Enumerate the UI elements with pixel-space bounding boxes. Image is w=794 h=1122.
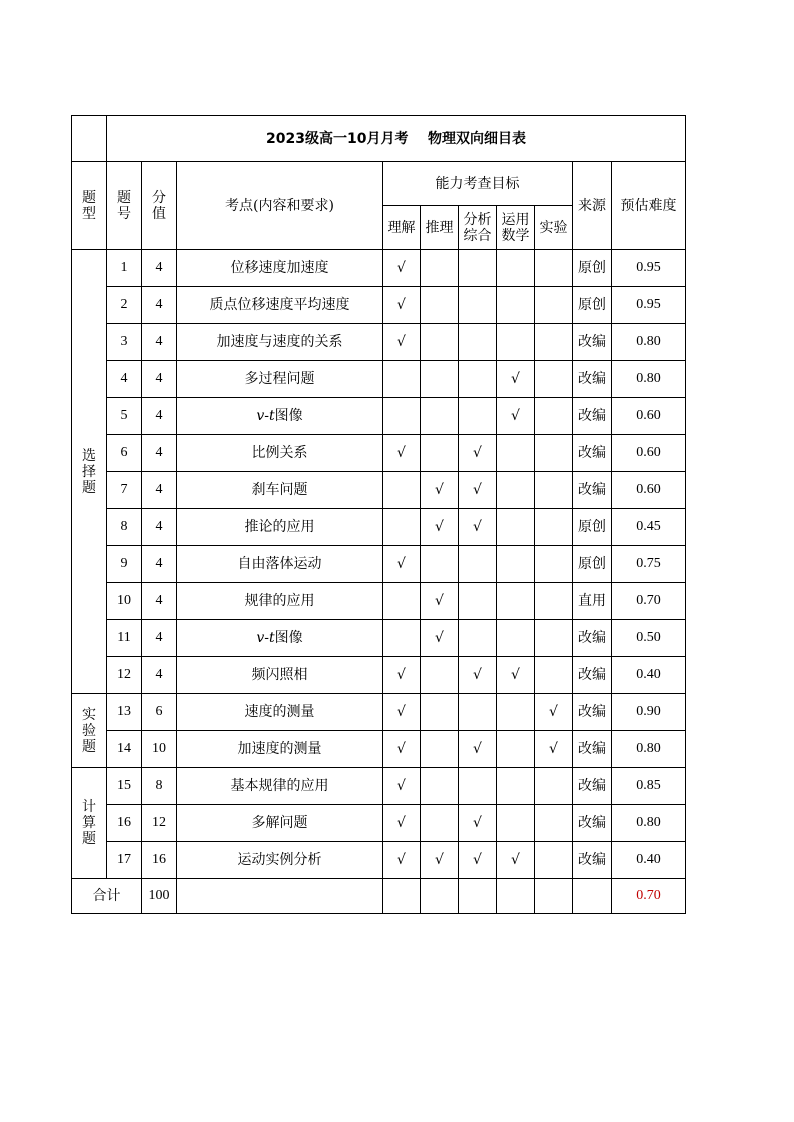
topic-cell: 加速度的测量 [177, 731, 383, 768]
difficulty-cell: 0.90 [612, 694, 686, 731]
total-difficulty: 0.70 [612, 879, 686, 914]
topic-cell: 运动实例分析 [177, 842, 383, 879]
ability-mark-cell [421, 361, 459, 398]
ability-mark-cell: √ [497, 657, 535, 694]
ability-mark-cell [535, 361, 573, 398]
ability-mark-cell [497, 694, 535, 731]
ability-mark-cell [535, 583, 573, 620]
breakdown-table [71, 115, 686, 914]
ability-mark-cell [497, 250, 535, 287]
ability-mark-cell [421, 398, 459, 435]
ability-mark-cell: √ [459, 842, 497, 879]
question-number-cell: 2 [107, 287, 142, 324]
difficulty-cell: 0.80 [612, 361, 686, 398]
ability-mark-cell: √ [383, 546, 421, 583]
question-number-cell: 11 [107, 620, 142, 657]
question-number-cell: 9 [107, 546, 142, 583]
ability-mark-cell [497, 805, 535, 842]
score-cell: 4 [142, 250, 177, 287]
ability-mark-cell [535, 620, 573, 657]
question-number-cell: 15 [107, 768, 142, 805]
header-score: 分 值 [142, 162, 177, 250]
ability-mark-cell: √ [459, 657, 497, 694]
source-cell: 改编 [573, 361, 612, 398]
ability-mark-cell [497, 768, 535, 805]
table-row [72, 546, 686, 583]
source-cell: 原创 [573, 546, 612, 583]
table-row [72, 509, 686, 546]
question-number-cell: 12 [107, 657, 142, 694]
header-source: 来源 [573, 162, 612, 250]
ability-mark-cell [497, 509, 535, 546]
table-row [72, 287, 686, 324]
difficulty-cell: 0.60 [612, 398, 686, 435]
topic-cell: 质点位移速度平均速度 [177, 287, 383, 324]
ability-mark-cell [535, 805, 573, 842]
ability-mark-cell: √ [383, 287, 421, 324]
question-number-cell: 16 [107, 805, 142, 842]
ability-mark-cell [421, 546, 459, 583]
score-cell: 4 [142, 324, 177, 361]
table-row [72, 805, 686, 842]
difficulty-cell: 0.40 [612, 842, 686, 879]
source-cell: 改编 [573, 435, 612, 472]
question-type-cell: 选 择 题 [72, 250, 107, 694]
score-cell: 4 [142, 620, 177, 657]
ability-mark-cell: √ [497, 398, 535, 435]
score-cell: 4 [142, 546, 177, 583]
topic-cell: 多解问题 [177, 805, 383, 842]
question-number-cell: 17 [107, 842, 142, 879]
table-row [72, 731, 686, 768]
table-row [72, 657, 686, 694]
difficulty-cell: 0.60 [612, 472, 686, 509]
ability-mark-cell [421, 250, 459, 287]
table-body [72, 116, 686, 914]
source-cell: 直用 [573, 583, 612, 620]
difficulty-cell: 0.85 [612, 768, 686, 805]
ability-mark-cell [497, 287, 535, 324]
table-row [72, 398, 686, 435]
score-cell: 4 [142, 287, 177, 324]
ability-mark-cell [497, 435, 535, 472]
ability-mark-cell: √ [459, 509, 497, 546]
ability-mark-cell: √ [459, 731, 497, 768]
topic-cell: 加速度与速度的关系 [177, 324, 383, 361]
ability-mark-cell [535, 509, 573, 546]
ability-mark-cell [497, 546, 535, 583]
header-number: 题 号 [107, 162, 142, 250]
table-row [72, 842, 686, 879]
ability-mark-cell: √ [421, 472, 459, 509]
ability-mark-cell [459, 694, 497, 731]
ability-mark-cell: √ [383, 694, 421, 731]
ability-mark-cell [459, 620, 497, 657]
ability-mark-cell: √ [459, 805, 497, 842]
ability-mark-cell [459, 583, 497, 620]
ability-mark-cell [459, 287, 497, 324]
table-row [72, 250, 686, 287]
source-cell: 改编 [573, 731, 612, 768]
difficulty-cell: 0.80 [612, 324, 686, 361]
score-cell: 4 [142, 435, 177, 472]
score-cell: 4 [142, 398, 177, 435]
topic-cell: 刹车问题 [177, 472, 383, 509]
difficulty-cell: 0.50 [612, 620, 686, 657]
ability-mark-cell [535, 250, 573, 287]
table-row [72, 583, 686, 620]
topic-cell: 多过程问题 [177, 361, 383, 398]
ability-mark-cell [497, 620, 535, 657]
question-number-cell: 13 [107, 694, 142, 731]
source-cell: 改编 [573, 768, 612, 805]
ability-mark-cell [535, 287, 573, 324]
ability-mark-cell [535, 546, 573, 583]
ability-mark-cell [421, 324, 459, 361]
ability-mark-cell [459, 768, 497, 805]
header-ability: 能力考查目标 [383, 162, 573, 206]
total-source-cell [573, 879, 612, 914]
topic-cell: 基本规律的应用 [177, 768, 383, 805]
topic-cell: 速度的测量 [177, 694, 383, 731]
ability-mark-cell: √ [383, 768, 421, 805]
score-cell: 16 [142, 842, 177, 879]
ability-mark-cell [535, 768, 573, 805]
topic-cell [177, 398, 383, 435]
ability-mark-cell [535, 842, 573, 879]
ability-mark-cell: √ [421, 509, 459, 546]
ability-mark-cell: √ [497, 842, 535, 879]
ability-mark-cell: √ [383, 842, 421, 879]
source-cell: 原创 [573, 509, 612, 546]
total-topic-cell [177, 879, 383, 914]
ability-mark-cell [497, 583, 535, 620]
ability-mark-cell [383, 509, 421, 546]
topic-cell: 推论的应用 [177, 509, 383, 546]
topic-cell: 位移速度加速度 [177, 250, 383, 287]
score-cell: 8 [142, 768, 177, 805]
total-score: 100 [142, 879, 177, 914]
ability-mark-cell [383, 583, 421, 620]
table-row [72, 694, 686, 731]
source-cell: 改编 [573, 657, 612, 694]
question-number-cell: 1 [107, 250, 142, 287]
ability-mark-cell [383, 620, 421, 657]
source-cell: 改编 [573, 620, 612, 657]
score-cell: 10 [142, 731, 177, 768]
ability-mark-cell [535, 472, 573, 509]
ability-mark-cell: √ [383, 731, 421, 768]
ability-mark-cell [421, 435, 459, 472]
difficulty-cell: 0.75 [612, 546, 686, 583]
ability-mark-cell [459, 324, 497, 361]
header-ability-experiment: 实验 [535, 206, 573, 250]
ability-mark-cell: √ [383, 657, 421, 694]
ability-mark-cell [421, 768, 459, 805]
title-row [72, 116, 686, 162]
total-ability-cell [459, 879, 497, 914]
ability-mark-cell: √ [383, 435, 421, 472]
topic-cell [177, 620, 383, 657]
score-cell: 4 [142, 472, 177, 509]
topic-text: v-t图像 [256, 408, 303, 424]
question-number-cell: 10 [107, 583, 142, 620]
total-row [72, 879, 686, 914]
topic-text: v-t图像 [256, 630, 303, 646]
question-number-cell: 7 [107, 472, 142, 509]
source-cell: 改编 [573, 324, 612, 361]
score-cell: 6 [142, 694, 177, 731]
source-cell: 改编 [573, 398, 612, 435]
ability-mark-cell [535, 657, 573, 694]
question-number-cell: 5 [107, 398, 142, 435]
header-difficulty: 预估难度 [612, 162, 686, 250]
ability-mark-cell [535, 435, 573, 472]
table-row [72, 768, 686, 805]
total-ability-cell [497, 879, 535, 914]
question-number-cell: 4 [107, 361, 142, 398]
ability-mark-cell: √ [383, 324, 421, 361]
ability-mark-cell [459, 250, 497, 287]
header-ability-math: 运用 数学 [497, 206, 535, 250]
ability-mark-cell [497, 731, 535, 768]
score-cell: 4 [142, 509, 177, 546]
ability-mark-cell [497, 324, 535, 361]
source-cell: 改编 [573, 694, 612, 731]
source-cell: 改编 [573, 472, 612, 509]
question-number-cell: 3 [107, 324, 142, 361]
score-cell: 4 [142, 361, 177, 398]
question-number-cell: 14 [107, 731, 142, 768]
difficulty-cell: 0.95 [612, 250, 686, 287]
ability-mark-cell [459, 398, 497, 435]
ability-mark-cell [383, 472, 421, 509]
ability-mark-cell: √ [459, 472, 497, 509]
topic-cell: 自由落体运动 [177, 546, 383, 583]
topic-cell: 规律的应用 [177, 583, 383, 620]
question-type-cell: 实 验 题 [72, 694, 107, 768]
difficulty-cell: 0.95 [612, 287, 686, 324]
ability-mark-cell [421, 805, 459, 842]
score-cell: 12 [142, 805, 177, 842]
ability-mark-cell [459, 546, 497, 583]
difficulty-cell: 0.60 [612, 435, 686, 472]
ability-mark-cell [535, 324, 573, 361]
difficulty-cell: 0.70 [612, 583, 686, 620]
header-ability-analyze: 分析 综合 [459, 206, 497, 250]
total-ability-cell [421, 879, 459, 914]
difficulty-cell: 0.80 [612, 731, 686, 768]
table-row [72, 472, 686, 509]
total-label: 合计 [72, 879, 142, 914]
source-cell: 原创 [573, 250, 612, 287]
ability-mark-cell [459, 361, 497, 398]
ability-mark-cell: √ [535, 694, 573, 731]
table-row [72, 324, 686, 361]
table-row [72, 435, 686, 472]
topic-cell: 频闪照相 [177, 657, 383, 694]
total-ability-cell [383, 879, 421, 914]
header-row-1 [72, 162, 686, 206]
ability-mark-cell: √ [459, 435, 497, 472]
ability-mark-cell: √ [421, 620, 459, 657]
ability-mark-cell: √ [421, 583, 459, 620]
question-number-cell: 6 [107, 435, 142, 472]
source-cell: 改编 [573, 842, 612, 879]
ability-mark-cell [383, 398, 421, 435]
table-row [72, 361, 686, 398]
total-ability-cell [535, 879, 573, 914]
ability-mark-cell [421, 731, 459, 768]
ability-mark-cell [421, 287, 459, 324]
table-row [72, 620, 686, 657]
header-type: 题 型 [72, 162, 107, 250]
source-cell: 改编 [573, 805, 612, 842]
header-ability-reason: 推理 [421, 206, 459, 250]
ability-mark-cell: √ [383, 250, 421, 287]
header-topic: 考点(内容和要求) [177, 162, 383, 250]
ability-mark-cell: √ [535, 731, 573, 768]
ability-mark-cell: √ [497, 361, 535, 398]
ability-mark-cell [497, 472, 535, 509]
score-cell: 4 [142, 583, 177, 620]
question-number-cell: 8 [107, 509, 142, 546]
difficulty-cell: 0.40 [612, 657, 686, 694]
difficulty-cell: 0.45 [612, 509, 686, 546]
header-ability-understand: 理解 [383, 206, 421, 250]
source-cell: 原创 [573, 287, 612, 324]
ability-mark-cell [383, 361, 421, 398]
page-title: 2023级高一10月月考 物理双向细目表 [107, 116, 686, 162]
ability-mark-cell: √ [421, 842, 459, 879]
ability-mark-cell [535, 398, 573, 435]
question-type-cell: 计 算 题 [72, 768, 107, 879]
score-cell: 4 [142, 657, 177, 694]
ability-mark-cell [421, 694, 459, 731]
difficulty-cell: 0.80 [612, 805, 686, 842]
ability-mark-cell [421, 657, 459, 694]
topic-cell: 比例关系 [177, 435, 383, 472]
title-corner-cell [72, 116, 107, 162]
ability-mark-cell: √ [383, 805, 421, 842]
